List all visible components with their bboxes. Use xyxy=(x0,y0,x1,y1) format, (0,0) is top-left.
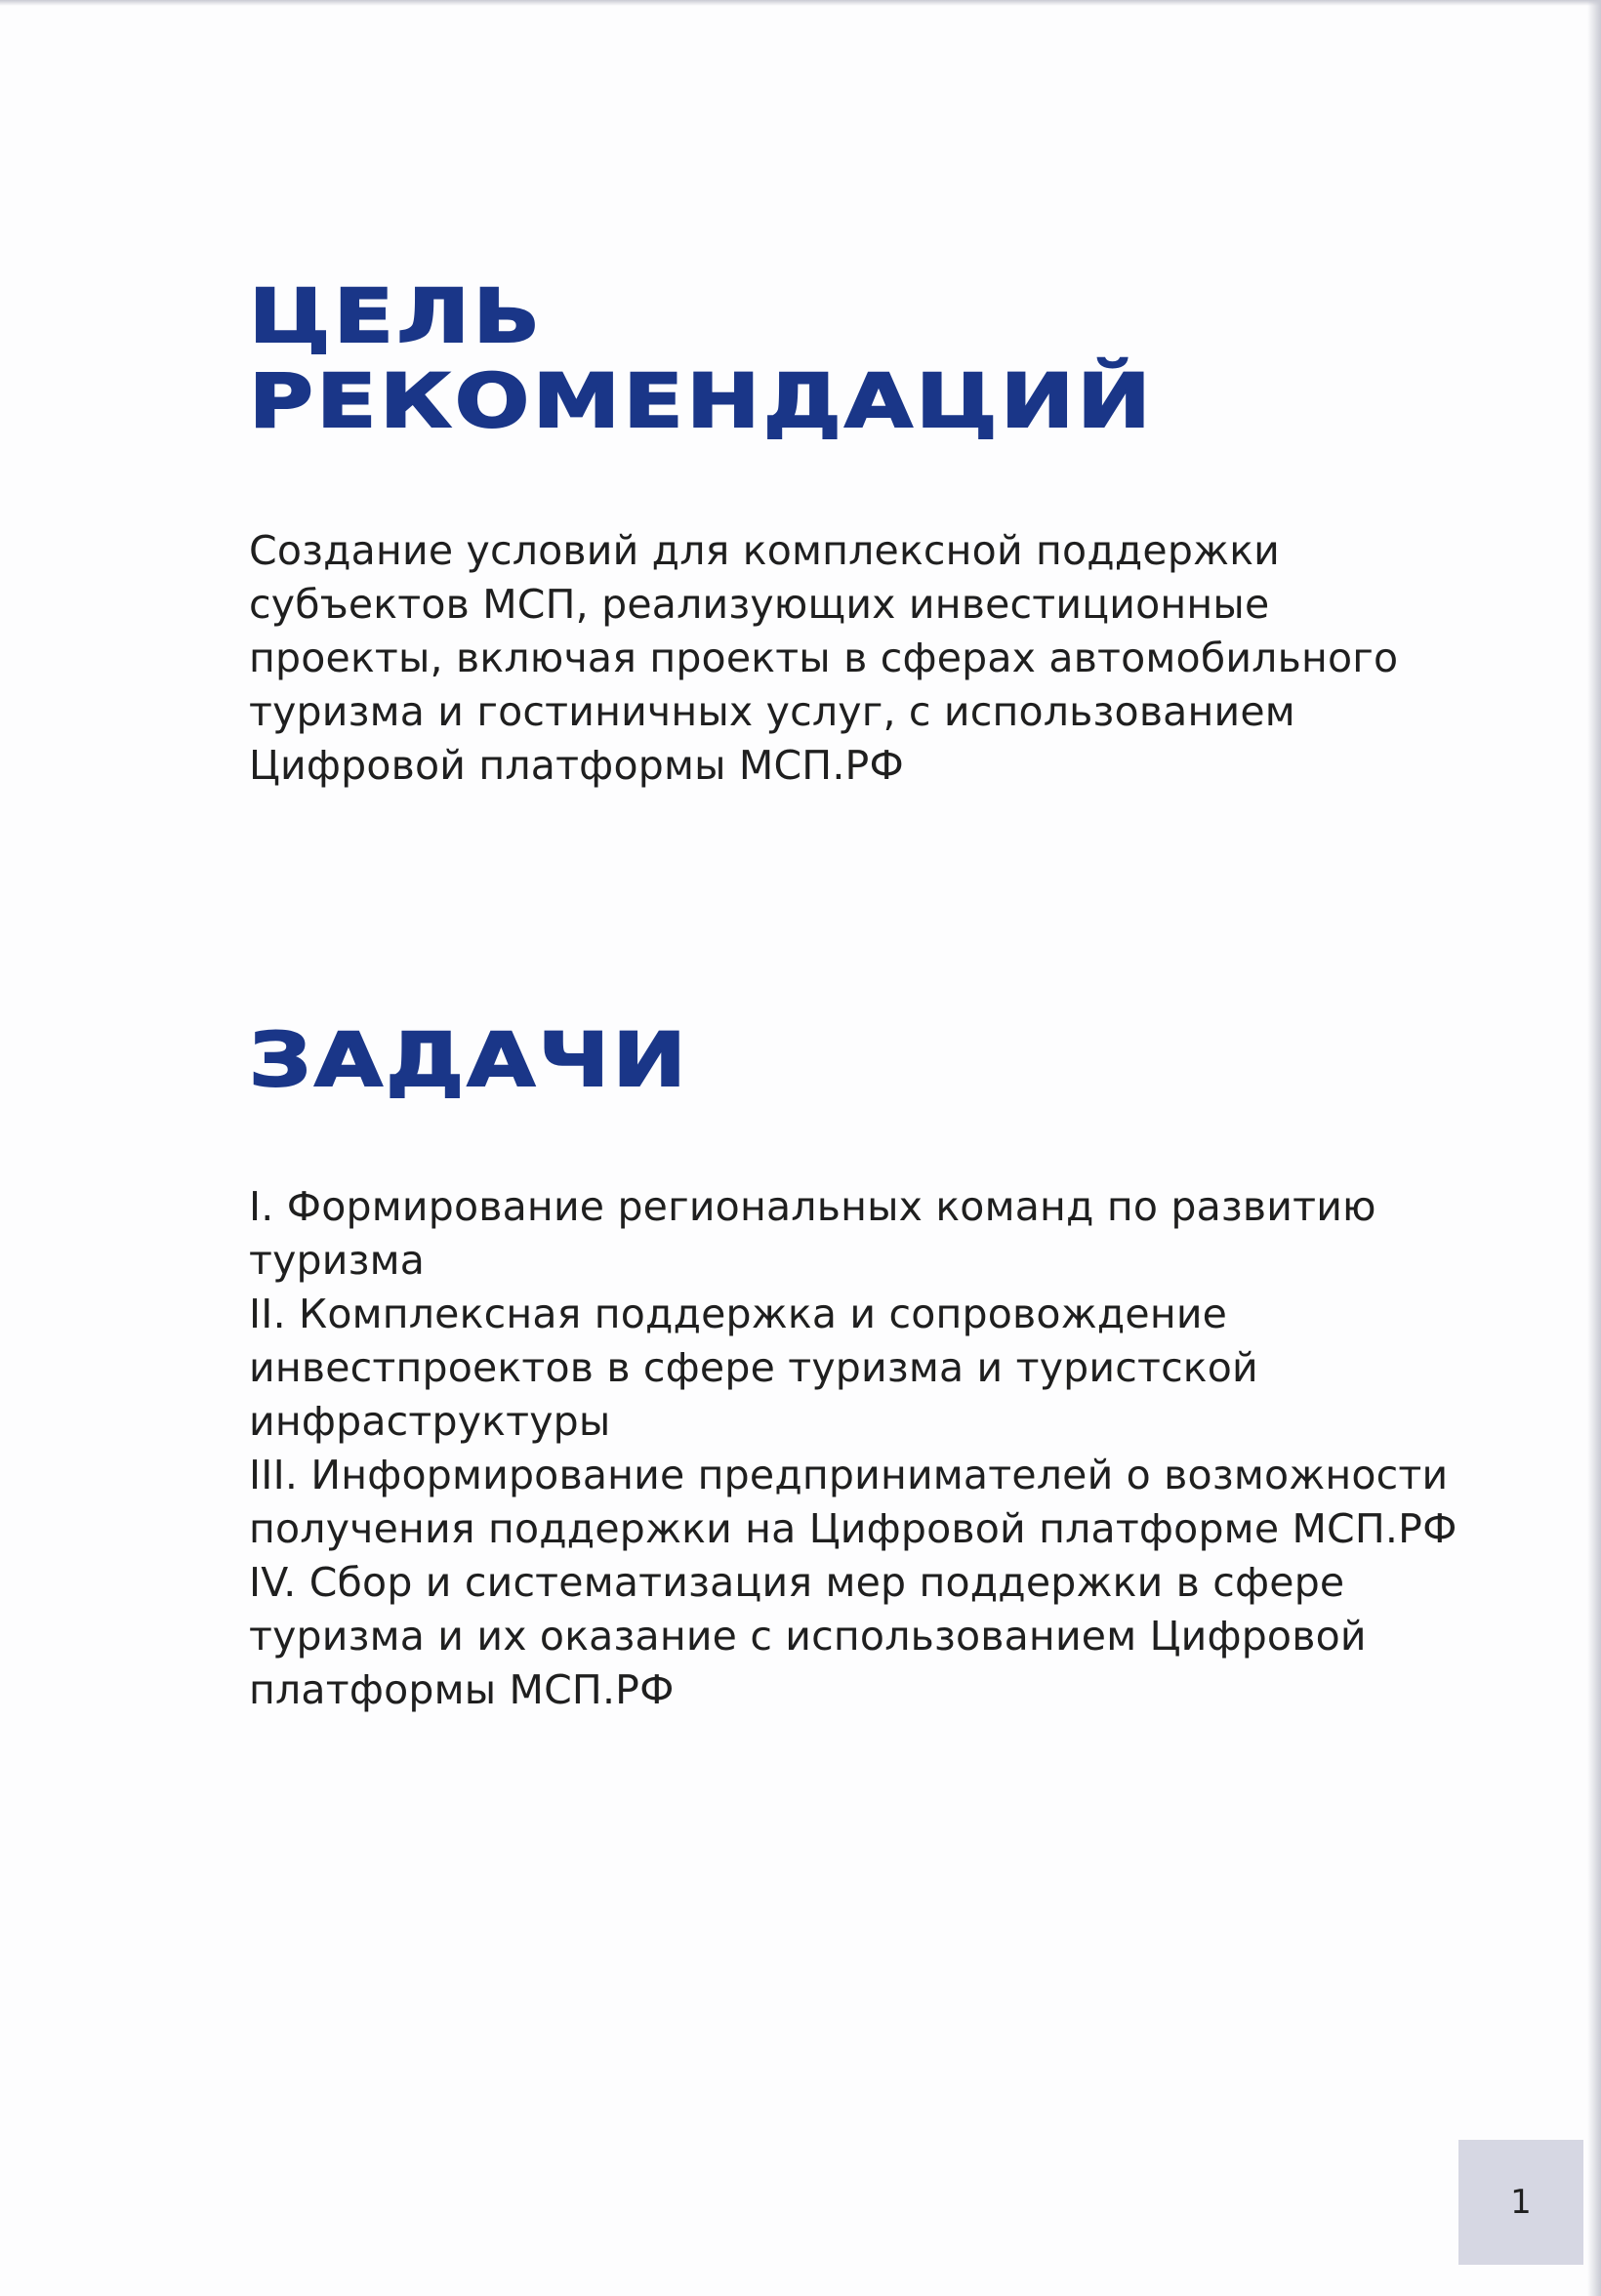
task-item: IV. Сбор и систематизация мер поддержки в сфере туризма и их оказание с использованием Цифровой платформы МСП.РФ xyxy=(249,1559,1367,1713)
tasks-heading: ЗАДАЧИ xyxy=(249,1016,690,1103)
goal-text: Создание условий для комплексной поддержки субъектов МСП, реализующих инвестиционные проекты, включая проекты в сферах автомобильного туризма и гостиничных услуг, с использованием Цифровой платформы МСП.РФ xyxy=(249,527,1399,789)
goal-heading-line1: ЦЕЛЬ xyxy=(249,272,544,359)
scan-top-edge xyxy=(0,0,1601,6)
task-item: II. Комплексная поддержка и сопровождение инвестпроектов в сфере туризма и туристской инфраструктуры xyxy=(249,1291,1258,1445)
task-item: I. Формирование региональных команд по развитию туризма xyxy=(249,1183,1376,1284)
task-item: III. Информирование предпринимателей о возможности получения поддержки на Цифровой платформе МСП.РФ xyxy=(249,1452,1457,1552)
goal-heading-line2: РЕКОМЕНДАЦИЙ xyxy=(249,357,1155,444)
scan-right-edge xyxy=(1587,0,1601,2296)
page-number: 1 xyxy=(1510,2183,1532,2222)
page-number-box xyxy=(1458,2140,1583,2265)
tasks-list xyxy=(249,1180,1518,1717)
goal-heading xyxy=(249,273,1154,443)
